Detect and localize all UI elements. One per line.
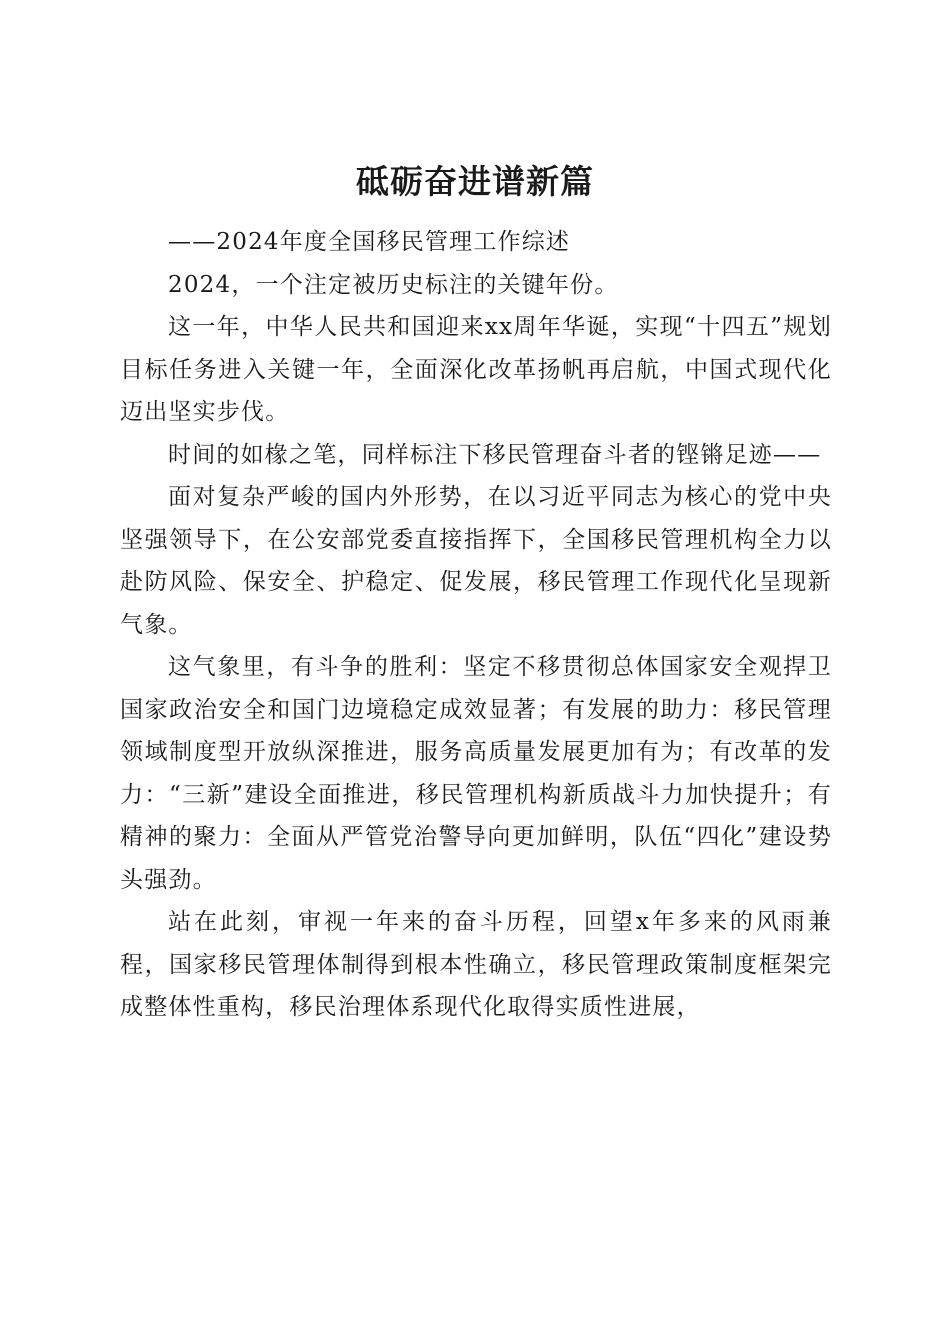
body-paragraph: 站在此刻，审视一年来的奋斗历程，回望x年多来的风雨兼程，国家移民管理体制得到根本性确立，移民管理政策制度框架完成整体性重构，移民治理体系现代化取得实质性进展， — [120, 909, 832, 1020]
body-paragraph: 时间的如椽之笔，同样标注下移民管理奋斗者的铿锵足迹—— — [168, 441, 822, 468]
document-title: 砥砺奋进谱新篇 — [356, 162, 594, 202]
subtitle-paragraph: ——2024年度全国移民管理工作综述 — [168, 229, 571, 255]
document-body — [120, 221, 832, 1029]
body-paragraph: 这气象里，有斗争的胜利：坚定不移贯彻总体国家安全观捍卫国家政治安全和国门边境稳定成效显著；有发展的助力：移民管理领域制度型开放纵深推进，服务高质量发展更加有为；有改革的发力：“三新”建设全面推进，移民管理机构新质战斗力加快提升；有精神的聚力：全面从严管党治警导向更加鲜明，队伍“四化”建设势头强劲。 — [120, 654, 832, 893]
body-paragraph: 这一年，中华人民共和国迎来xx周年华诞，实现“十四五”规划目标任务进入关键一年，全面深化改革扬帆再启航，中国式现代化迈出坚实步伐。 — [120, 314, 832, 425]
body-paragraph: 2024，一个注定被历史标注的关键年份。 — [168, 271, 619, 298]
body-paragraph: 面对复杂严峻的国内外形势，在以习近平同志为核心的党中央坚强领导下，在公安部党委直接指挥下，全国移民管理机构全力以赴防风险、保安全、护稳定、促发展，移民管理工作现代化呈现新气象。 — [120, 484, 832, 638]
